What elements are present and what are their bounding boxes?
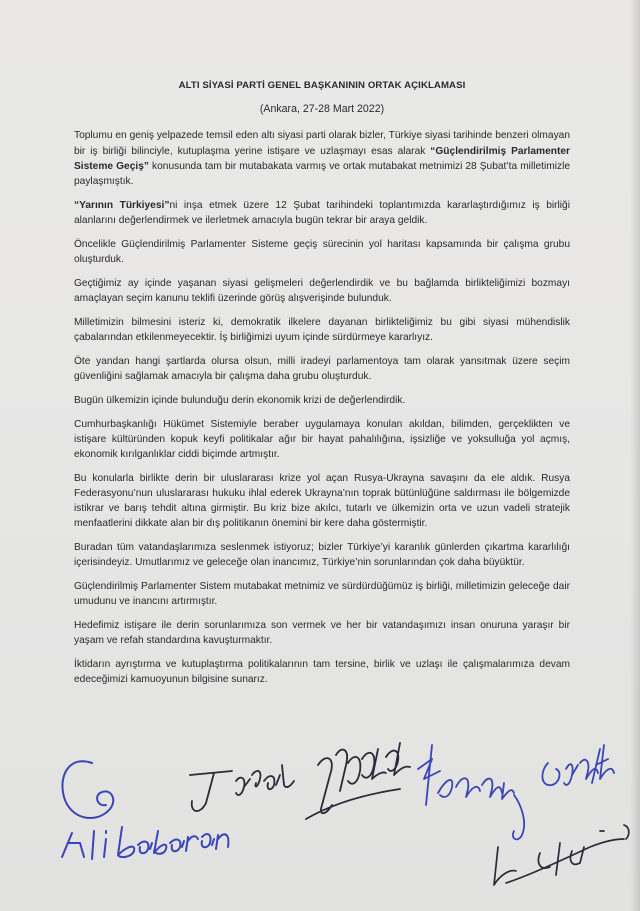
paragraph: Toplumu en geniş yelpazede temsil eden altı siyasi parti olarak bizler, Türkiye siyasi tarihinde benzeri olmayan bir iş birliği bilinciyle, kutuplaşma yerine istişare ve uzlaşmayı esas alarak “Güçlendirilmiş Parlamenter Sisteme Geçiş” konusunda tam bir mutabakata varmış ve ortak mutabakat metnimizi 28 Şubat’ta milletimizle paylaşmıştık. bbox=[74, 130, 570, 188]
paragraph: Geçtiğimiz ay içinde yaşanan siyasi gelişmeleri değerlendirdik ve bu bağlamda birlikteliğimizi bozmayı amaçlayan seçim kanunu teklifi üzerinde görüş alışverişinde bulunduk. bbox=[74, 277, 570, 305]
paragraph: Güçlendirilmiş Parlamenter Sistem mutabakat metnimiz ve sürdürdüğümüz iş birliği, milletimizin geleceğe dair umudunu ve inancını artırmıştır. bbox=[74, 581, 570, 608]
paragraph: İktidarın ayrıştırma ve kutuplaştırma politikalarının tam tersine, birlik ve uzlaşı ile çalışmalarımıza devam edeceğimizi kamuoyunun bilgisine sunarız. bbox=[74, 659, 570, 686]
paragraph: Öte yandan hangi şartlarda olursa olsun, milli iradeyi parlamentoya tam olarak yansıtmak üzere seçim güvenliğini sağlamak amacıyla bir çalışma daha grubu oluşturduk. bbox=[74, 355, 570, 383]
signature-5 bbox=[542, 745, 614, 785]
document-date: (Ankara, 27-28 Mart 2022) bbox=[259, 103, 385, 116]
document-title: ALTI SİYASİ PARTİ GENEL BAŞKANININ ORTAK AÇIKLAMASI bbox=[178, 80, 466, 91]
paragraph: Bu konularla birlikte derin bir uluslararası krize yol açan Rusya-Ukrayna savaşını da ele aldık. Rusya Federasyonu’nun uluslararası hukuku ihlal ederek Ukrayna’nın toprak bütünlüğüne saldırması ile bölgemizde istikrar ve barış tehdit altına girmiştir. Bu kriz bize akılcı, tutarlı ve ülkemizin orta ve uzun vadeli stratejik menfaatlerini dikkate alan bir dış politikanın önemini bir kere daha göstermiştir. bbox=[74, 472, 570, 530]
paragraph: Bugün ülkemizin içinde bulunduğu derin ekonomik krizi de değerlendirdik. bbox=[74, 394, 406, 406]
signature-area bbox=[0, 735, 640, 911]
signature-4 bbox=[418, 745, 524, 839]
signature-6 bbox=[494, 825, 629, 885]
document-body bbox=[74, 78, 570, 696]
signature-3 bbox=[306, 743, 410, 819]
signature-2 bbox=[190, 765, 294, 811]
paragraph: Öncelikle Güçlendirilmiş Parlamenter Sisteme geçiş sürecinin yol haritası kapsamında bir çalışma grubu oluşturduk. bbox=[74, 238, 570, 266]
paragraph: Buradan tüm vatandaşlarımıza seslenmek istiyoruz; bizler Türkiye’yi karanlık günlerden çıkartma kararlılığı içerisindeyiz. Umutlarımız ve geleceğe olan inancımız, Türkiye’nin sorunlarından çok daha büyüktür. bbox=[74, 542, 570, 569]
paragraph: Hedefimiz istişare ile derin sorunlarımıza son vermek ve her bir vatandaşımızı insan onuruna yaraşır bir yaşam ve refah standardına kavuşturmaktır. bbox=[74, 620, 570, 647]
signature-1 bbox=[62, 761, 228, 859]
signatures-svg bbox=[0, 735, 640, 911]
paragraph: Cumhurbaşkanlığı Hükümet Sistemiyle beraber uygulamaya konulan akıldan, bilimden, gerçeklikten ve istişare kültüründen kopuk keyfi politikalar ağır bir hayat pahalılığına, işsizliğe ve yoksulluğa yol açmış, ekonomik kırılganlıklar ciddi biçimde artmıştır. bbox=[74, 418, 570, 461]
paragraph: “Yarının Türkiyesi”ni inşa etmek üzere 12 Şubat tarihindeki toplantımızda kararlaştırdığımız iş birliği alanlarını değerlendirmek ve ilerletmek amacıyla bugün tekrar bir araya geldik. bbox=[74, 199, 570, 227]
paragraph: Milletimizin bilmesini isteriz ki, demokratik ilkelere dayanan birlikteliğimiz bu gibi siyasi mühendislik çabalarından etkilenmeyecektir. İş birliğimizi uyum içinde sürdürmeye kararlıyız. bbox=[74, 316, 570, 344]
